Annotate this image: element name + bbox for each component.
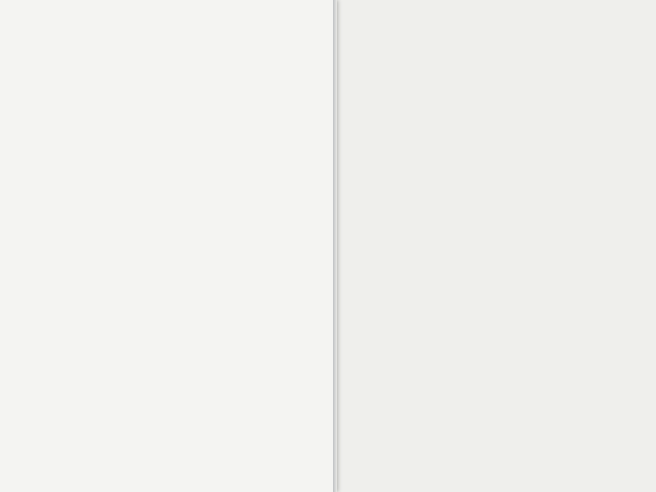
right-page <box>334 0 656 492</box>
page-fold <box>333 0 337 492</box>
